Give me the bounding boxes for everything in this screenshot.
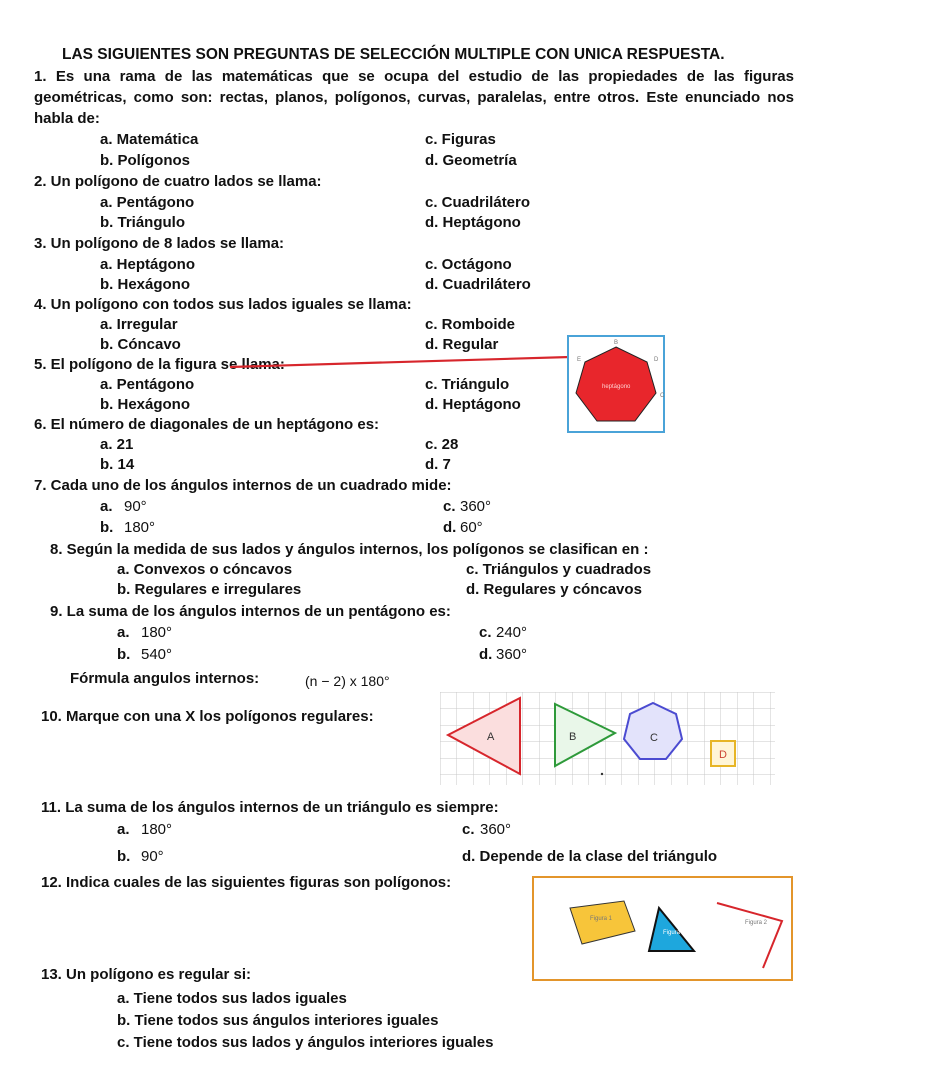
q1-option-a: a. Matemática — [100, 131, 199, 148]
question-8: 8. Según la medida de sus lados y ángulos internos, los polígonos se clasifican en : — [50, 541, 649, 558]
question-9: 9. La suma de los ángulos internos de un pentágono es: — [50, 603, 451, 620]
question-3: 3. Un polígono de 8 lados se llama: — [34, 235, 285, 252]
question-13: 13. Un polígono es regular si: — [41, 966, 252, 983]
q13-option-c: c. Tiene todos sus lados y ángulos interiores iguales — [117, 1034, 494, 1051]
q7-option-a: 90° — [124, 498, 147, 515]
q6-option-b: b. 14 — [100, 456, 135, 473]
question-12: 12. Indica cuales de las siguientes figuras son polígonos: — [41, 874, 452, 891]
q1-option-b: b. Polígonos — [100, 152, 190, 169]
q8-option-b: b. Regulares e irregulares — [117, 581, 302, 598]
q7-option-b: 180° — [124, 519, 156, 536]
q7-letter-c: c. — [443, 498, 456, 515]
q9-option-c: 240° — [496, 624, 528, 641]
formula: (n − 2) x 180° — [305, 673, 390, 689]
q2-option-c: c. Cuadrilátero — [425, 194, 531, 211]
label-d: D — [719, 749, 727, 761]
q9-letter-d: d. — [479, 646, 493, 663]
q5-option-a: a. Pentágono — [100, 376, 195, 393]
hept-label-tl: E — [577, 357, 582, 363]
q4-option-b: b. Cóncavo — [100, 336, 181, 353]
label-a: A — [487, 731, 495, 743]
q5-option-b: b. Hexágono — [100, 396, 191, 413]
q6-option-a: a. 21 — [100, 436, 134, 453]
q6-option-c: c. 28 — [425, 436, 459, 453]
label-b: B — [569, 731, 577, 743]
question-10: 10. Marque con una X los polígonos regulares: — [41, 708, 374, 725]
q8-option-a: a. Convexos o cóncavos — [117, 561, 293, 578]
q7-option-c: 360° — [460, 498, 492, 515]
question-11: 11. La suma de los ángulos internos de un triángulo es siempre: — [41, 799, 499, 816]
question-5: 5. El polígono de la figura se llama: — [34, 356, 285, 373]
label-c: C — [650, 732, 658, 744]
red-pointer-line — [230, 357, 570, 367]
polygon-figures-box — [532, 876, 794, 982]
formula-label: Fórmula angulos internos: — [70, 670, 260, 687]
q6-option-d: d. 7 — [425, 456, 451, 473]
q11-option-a: 180° — [141, 821, 173, 838]
q11-option-d: d. Depende de la clase del triángulo — [462, 848, 718, 865]
q2-option-a: a. Pentágono — [100, 194, 195, 211]
question-4: 4. Un polígono con todos sus lados iguales se llama: — [34, 296, 412, 313]
q5-option-c: c. Triángulo — [425, 376, 510, 393]
q5-option-d: d. Heptágono — [425, 396, 521, 413]
q13-option-b: b. Tiene todos sus ángulos interiores iguales — [117, 1012, 439, 1029]
question-7: 7. Cada uno de los ángulos internos de un cuadrado mide: — [34, 477, 452, 494]
figure-3-label: Figura 3 — [663, 930, 686, 936]
q2-option-d: d. Heptágono — [425, 214, 521, 231]
q11-letter-b: b. — [117, 848, 131, 865]
figure-1-label: Figura 1 — [590, 916, 613, 922]
q4-option-a: a. Irregular — [100, 316, 178, 333]
q8-option-d: d. Regulares y cóncavos — [466, 581, 642, 598]
hept-label-top: B — [614, 340, 619, 346]
question-1: 1. Es una rama de las matemáticas que se ocupa del estudio de las propiedades de las figuras geométricas, como son: rectas, planos, polígonos, curvas, paralelas, entre otros. Este enunciado nos habla de: — [34, 68, 794, 127]
hept-label-center: heptágono — [602, 384, 631, 390]
q9-letter-c: c. — [479, 624, 492, 641]
q7-letter-d: d. — [443, 519, 457, 536]
q3-option-b: b. Hexágono — [100, 276, 191, 293]
q9-option-d: 360° — [496, 646, 528, 663]
q9-letter-b: b. — [117, 646, 131, 663]
q13-option-a: a. Tiene todos sus lados iguales — [117, 990, 347, 1007]
q4-option-d: d. Regular — [425, 336, 499, 353]
q9-option-b: 540° — [141, 646, 173, 663]
page-title: LAS SIGUIENTES SON PREGUNTAS DE SELECCIÓN MULTIPLE CON UNICA RESPUESTA. — [62, 46, 725, 63]
q3-option-d: d. Cuadrilátero — [425, 276, 531, 293]
q11-letter-c: c. — [462, 821, 475, 838]
q7-letter-a: a. — [100, 498, 113, 515]
q3-option-a: a. Heptágono — [100, 256, 196, 273]
question-2: 2. Un polígono de cuatro lados se llama: — [34, 173, 322, 190]
q7-option-d: 60° — [460, 519, 483, 536]
hept-label-tr: D — [654, 357, 659, 363]
q7-letter-b: b. — [100, 519, 114, 536]
q2-option-b: b. Triángulo — [100, 214, 185, 231]
figure-2-label: Figura 2 — [745, 920, 768, 926]
q9-letter-a: a. — [117, 624, 130, 641]
q1-option-c: c. Figuras — [425, 131, 496, 148]
q4-option-c: c. Romboide — [425, 316, 516, 333]
q8-option-c: c. Triángulos y cuadrados — [466, 561, 652, 578]
q11-letter-a: a. — [117, 821, 130, 838]
q9-option-a: 180° — [141, 624, 173, 641]
q11-option-b: 90° — [141, 848, 164, 865]
question-6: 6. El número de diagonales de un heptágono es: — [34, 416, 380, 433]
q3-option-c: c. Octágono — [425, 256, 512, 273]
q1-option-d: d. Geometría — [425, 152, 517, 169]
q11-option-c: 360° — [480, 821, 512, 838]
regular-polygons-grid — [440, 692, 775, 785]
hept-label-right: C — [660, 393, 665, 399]
